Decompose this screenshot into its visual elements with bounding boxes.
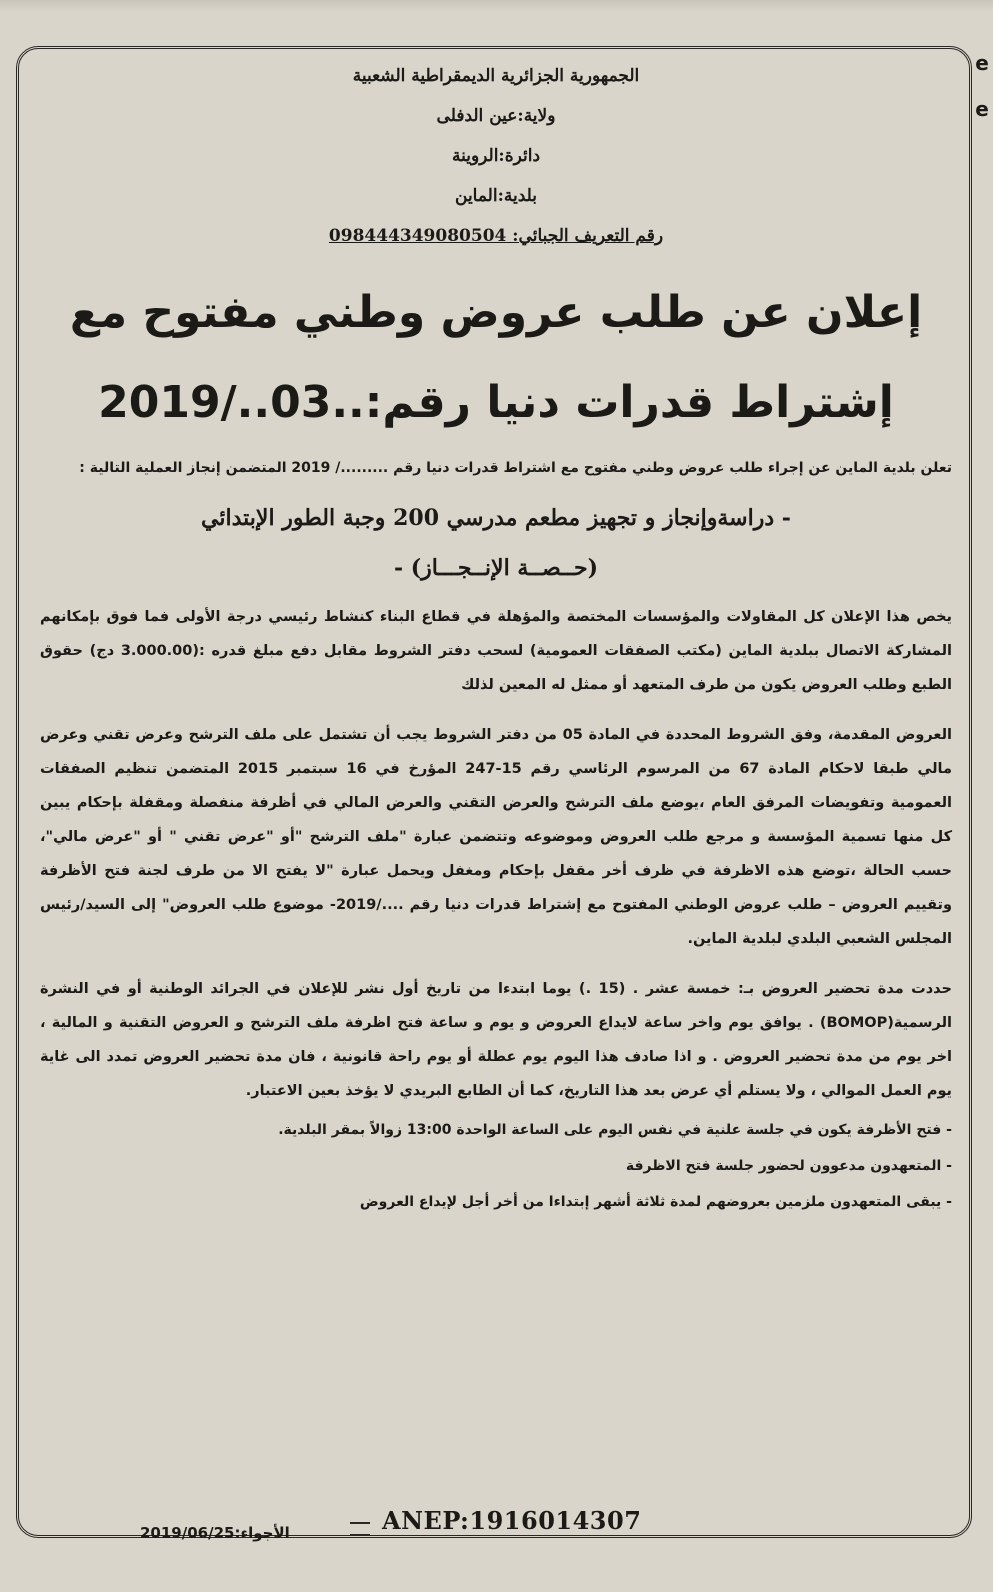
header-commune: بلدية:الماين	[455, 186, 537, 206]
lot-title: (حــصــة الإنــجـــاز) -	[393, 555, 599, 581]
newspaper-date: الأجواء:2019/06/25	[140, 1524, 290, 1542]
title-line-1: إعلان عن طلب عروض وطني مفتوح مع	[69, 287, 923, 338]
header-wilaya: ولاية:عين الدفلى	[436, 106, 556, 126]
announcement-content	[40, 56, 952, 1220]
edge-fragment: e e	[975, 51, 989, 121]
paragraph-eligibility: يخص هذا الإعلان كل المقاولات والمؤسسات المختصة والمؤهلة في قطاع البناء كنشاط رئيسي درجة الأولى فما فوق بإمكانهم المشاركة الاتصال ببلدية الماين (مكتب الصفقات العمومية) لسحب دفتر الشروط مقابل دفع مبلغ قدره :(3.000.00 دج) حقوق الطبع وطلب العروض يكون من طرف المتعهد أو ممثل له المعين لذلك	[40, 609, 952, 693]
header-daira: دائرة:الروينة	[451, 146, 541, 166]
bullet-list	[40, 1112, 952, 1220]
header-republic: الجمهورية الجزائرية الديمقراطية الشعبية	[352, 66, 640, 86]
intro-text: تعلن بلدية الماين عن إجراء طلب عروض وطني مفتوح مع اشتراط قدرات دنيا رقم ........./ 2019 المتضمن إنجاز العملية التالية :	[79, 460, 952, 476]
header-tax-id: رقم التعريف الجبائي: 098444349080504	[328, 226, 664, 246]
bullet-invitation: - المتعهدون مدعوون لحضور جلسة فتح الاظرفة	[40, 1148, 952, 1184]
project-title: - دراسةوإنجاز و تجهيز مطعم مدرسي 200 وجبة الطور الإبتدائي	[201, 505, 791, 531]
top-strip	[0, 0, 993, 12]
anep-reference: ANEP:1916014307	[382, 1506, 642, 1535]
bullet-validity: - يبقى المتعهدون ملزمين بعروضهم لمدة ثلاثة أشهر إبتداءا من أخر أجل لإيداع العروض	[40, 1184, 952, 1220]
bullet-opening: - فتح الأظرفة يكون في جلسة علنية في نفس اليوم على الساعة الواحدة 13:00 زوالاً بمقر البلدية.	[40, 1112, 952, 1148]
footer	[0, 1504, 993, 1554]
paragraph-submission: العروض المقدمة، وفق الشروط المحددة في المادة 05 من دفتر الشروط يجب أن تشتمل على ملف الترشح وعرض تقني وعرض مالي طبقا لاحكام المادة 67 من المرسوم الرئاسي رقم 15-247 المؤرخ في 16 سبتمبر 2015 المتضمن تنظيم الصفقات العمومية وتفويضات المرفق العام ،يوضع ملف الترشح والعرض التقني والعرض المالي في أظرفة منفصلة ومقفلة بإحكام يبين كل منها تسمية المؤسسة و مرجع طلب العروض وموضوعه وتتضمن عبارة "ملف الترشح "أو "عرض تقني " أو "عرض مالي"، حسب الحالة ،توضع هذه الاظرفة في ظرف أخر مقفل بإحكام ومغفل ويحمل عبارة "لا يفتح الا من طرف لجنة فتح الأظرفة وتقييم العروض – طلب عروض الوطني المفتوح مع إشتراط قدرات دنيا رقم ..../2019- موضوع طلب العروض" إلى السيد/رئيس المجلس الشعبي البلدي لبلدية الماين.	[40, 727, 952, 947]
paragraph-deadline: حددت مدة تحضير العروض بـ: خمسة عشر . (15 .) يوما ابتدءا من تاريخ أول نشر للإعلان في الجرائد الوطنية أو في النشرة الرسمية(BOMOP) . يوافق يوم واخر ساعة لايداع العروض و يوم و ساعة فتح اظرفة ملف الترشح و العروض التقنية و المالية ، اخر يوم من مدة تحضير العروض . و اذا صادف هذا اليوم يوم عطلة أو يوم راحة قانونية ، فان مدة تحضير العروض تمدد الى غاية يوم العمل الموالي ، ولا يستلم أي عرض بعد هذا التاريخ، كما أن الطابع البريدي لا يؤخذ بعين الاعتبار.	[40, 981, 952, 1099]
title-line-2: إشتراط قدرات دنيا رقم:..03../2019	[98, 377, 894, 428]
separator-mark	[350, 1522, 370, 1536]
